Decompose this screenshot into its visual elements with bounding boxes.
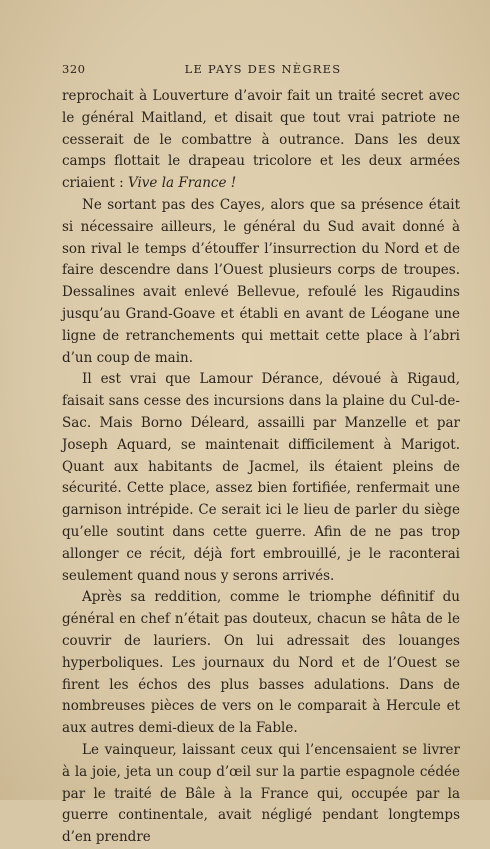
running-title: LE PAYS DES NÈGRES (184, 62, 342, 76)
paragraph-1 (62, 86, 460, 195)
paragraph-1-italic: Vive la France ! (127, 175, 237, 192)
page-body (62, 86, 460, 849)
paragraph-5: Le vainqueur, laissant ceux qui l’encensaient se livrer à la joie, jeta un coup d’œil sur la partie espagnole cédée par le traité de Bâle à la France qui, occupée par la guerre continentale, avait négligé pendant longtemps d’en prendre (62, 741, 460, 846)
paragraph-3: Il est vrai que Lamour Dérance, dévoué à Rigaud, faisait sans cesse des incursions dans la plaine du Cul-de-Sac. Mais Borno Déleard, assailli par Manzelle et par Joseph Aquard, se maintenait difficilement à Marigot. Quant aux habitants de Jacmel, ils étaient pleins de sécurité. Cette place, assez bien fortifiée, renfermait une garnison intrépide. Ce serait ici le lieu de parler du siège qu’elle soutint dans cette guerre. Afin de ne pas trop allonger ce récit, déjà fort embrouillé, je le raconterai seulement quand nous y serons arrivés. (62, 371, 460, 584)
page-number: 320 (62, 62, 86, 76)
paragraph-1-text: reprochait à Louverture d’avoir fait un traité secret avec le général Maitland, et disait que tout vrai patriote ne cesserait de le combattre à outrance. Dans les deux camps flottait le drapeau tricolore et les deux armées criaient : (62, 88, 460, 192)
paragraph-2: Ne sortant pas des Cayes, alors que sa présence était si nécessaire ailleurs, le général du Sud avait donné à son rival le temps d’étouffer l’insurrection du Nord et de faire descendre dans l’Ouest plusieurs corps de troupes. Dessalines avait enlevé Bellevue, refoulé les Rigaudins jusqu’au Grand-Goave et établi en avant de Léogane une ligne de retranchements qui mettait cette place à l’abri d’un coup de main. (62, 196, 460, 366)
paragraph-4: Après sa reddition, comme le triomphe définitif du général en chef n’était pas douteux, chacun se hâta de le couvrir de lauriers. On lui adressait des louanges hyperboliques. Les journaux du Nord et de l’Ouest se firent les échos des plus basses adulations. Dans de nombreuses pièces de vers on le comparait à Hercule et aux autres demi-dieux de la Fable. (62, 589, 460, 737)
page-header (62, 62, 464, 78)
